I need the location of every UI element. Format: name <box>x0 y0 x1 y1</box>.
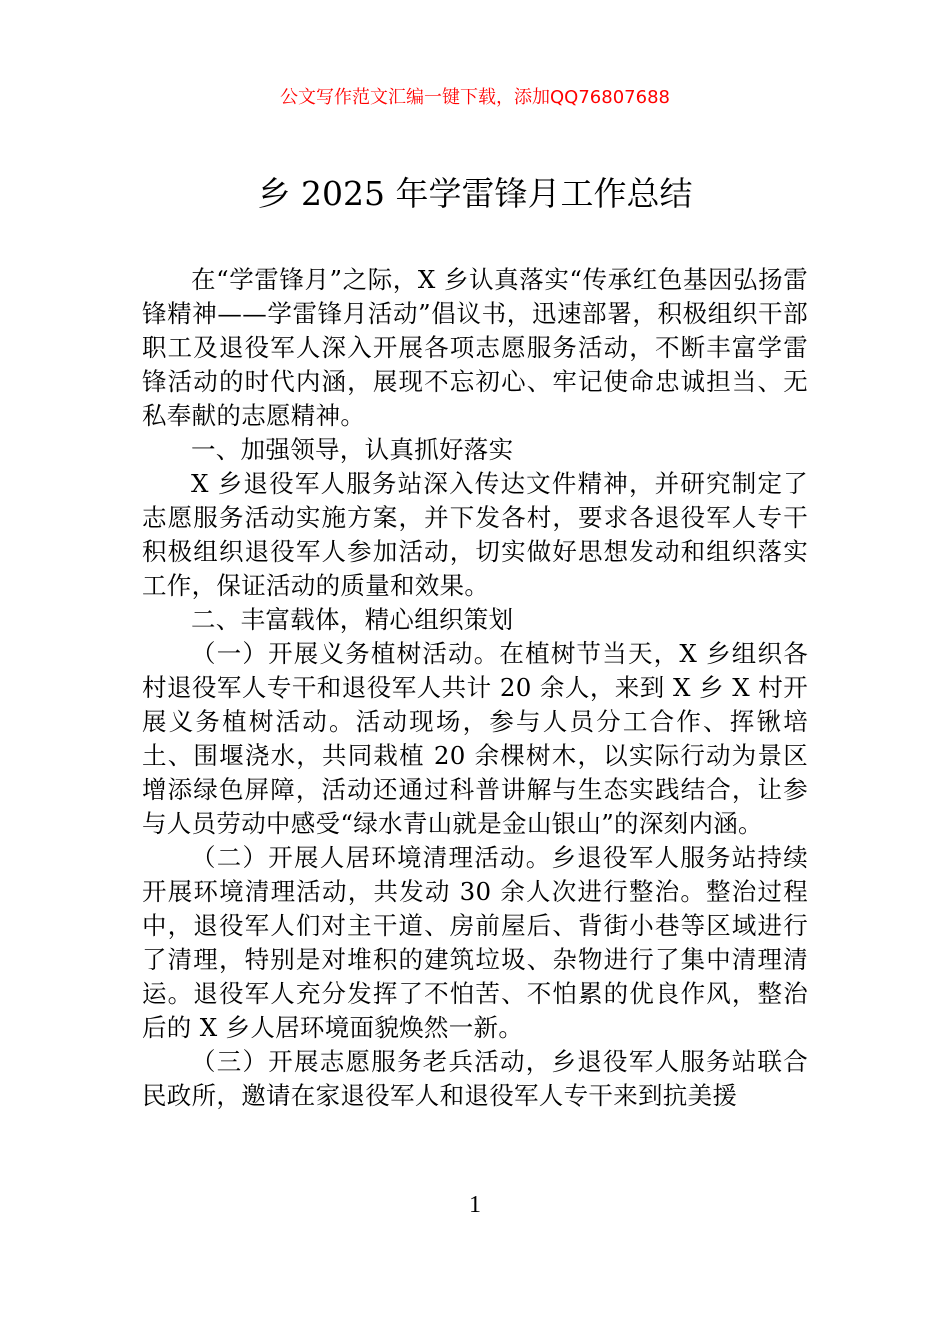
document-title: 乡 2025 年学雷锋月工作总结 <box>257 174 693 213</box>
subsection-2-paragraph: （二）开展人居环境清理活动。乡退役军人服务站持续开展环境清理活动，共发动 30 余人次进行整治。整治过程中，退役军人们对主干道、房前屋后、背街小巷等区域进行了清理，特别是对堆积的建筑垃圾、杂物进行了集中清理清运。退役军人充分发挥了不怕苦、不怕累的优良作风，整治后的 X 乡人居环境面貌焕然一新。 <box>142 843 808 1042</box>
document-body <box>142 263 808 1113</box>
section-heading-1: 一、加强领导，认真抓好落实 <box>191 435 514 464</box>
subsection-3-paragraph: （三）开展志愿服务老兵活动，乡退役军人服务站联合民政所，邀请在家退役军人和退役军人专干来到抗美援 <box>142 1047 808 1110</box>
download-notice: 公文写作范文汇编一键下载，添加QQ76807688 <box>280 87 670 108</box>
subsection-1-paragraph: （一）开展义务植树活动。在植树节当天，X 乡组织各村退役军人专干和退役军人共计 20 余人，来到 X 乡 X 村开展义务植树活动。活动现场，参与人员分工合作、挥锹培土、围堰浇水，共同栽植 20 余棵树木，以实际行动为景区增添绿色屏障，活动还通过科普讲解与生态实践结合，让参与人员劳动中感受“绿水青山就是金山银山”的深刻内涵。 <box>142 639 808 838</box>
page-number: 1 <box>469 1192 481 1218</box>
intro-paragraph: 在“学雷锋月”之际，X 乡认真落实“传承红色基因弘扬雷锋精神——学雷锋月活动”倡议书，迅速部署，积极组织干部职工及退役军人深入开展各项志愿服务活动，不断丰富学雷锋活动的时代内涵，展现不忘初心、牢记使命忠诚担当、无私奉献的志愿精神。 <box>142 265 808 430</box>
section-heading-2: 二、丰富载体，精心组织策划 <box>191 605 514 634</box>
section-1-paragraph: X 乡退役军人服务站深入传达文件精神，并研究制定了志愿服务活动实施方案，并下发各村，要求各退役军人专干积极组织退役军人参加活动，切实做好思想发动和组织落实工作，保证活动的质量和效果。 <box>142 469 808 600</box>
